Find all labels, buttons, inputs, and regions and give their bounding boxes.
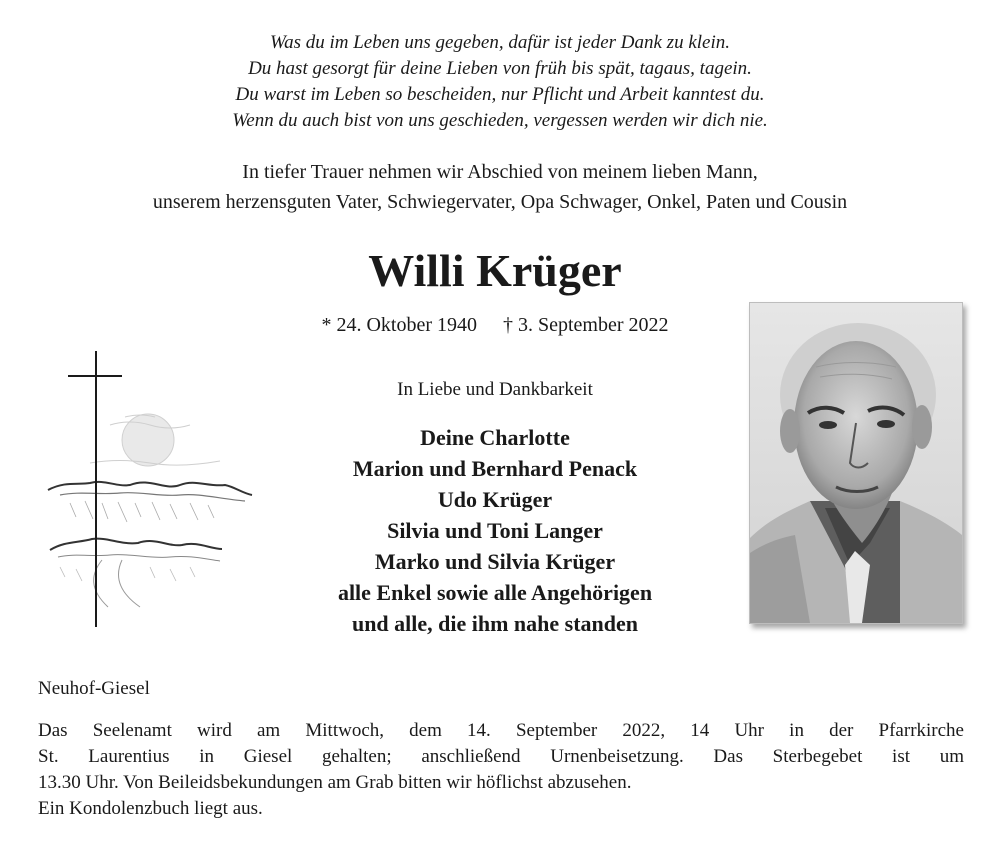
birth-date: * 24. Oktober 1940 [321,314,477,336]
mourner-line: Marion und Bernhard Penack [352,456,638,481]
poem [0,30,1000,134]
mourners-list [270,422,720,639]
service-line: Ein Kondolenzbuch liegt aus. [38,798,263,819]
farewell-intro [0,157,1000,217]
cross-landscape-illustration [30,345,260,630]
service-line: Das Seelenamt wird am Mittwoch, dem 14. September 2022, 14 Uhr in der Pfarrkirche [38,720,964,741]
portrait-photo [749,302,963,624]
poem-line: Du hast gesorgt für deine Lieben von früh bis spät, tagaus, tagein. [248,58,752,79]
poem-line: Wenn du auch bist von uns geschieden, vergessen werden wir dich nie. [232,110,768,131]
poem-line: Was du im Leben uns gegeben, dafür ist jeder Dank zu klein. [270,32,730,53]
mourner-line: alle Enkel sowie alle Angehörigen [337,580,653,605]
mourner-line: und alle, die ihm nahe standen [351,611,639,636]
mourner-line: Marko und Silvia Krüger [374,549,616,574]
service-line: 13.30 Uhr. Von Beileidsbekundungen am Grab bitten wir höflichst abzusehen. [38,772,632,793]
mourner-line: Silvia und Toni Langer [387,518,603,543]
mountain-ridge [50,539,222,550]
life-dates [270,311,720,339]
mourner-line: Deine Charlotte [420,425,570,450]
intro-line: In tiefer Trauer nehmen wir Abschied von meinem lieben Mann, [242,161,758,183]
place-name: Neuhof-Giesel [38,678,150,699]
deceased-name: Willi Krüger [368,245,622,296]
mourner-line: Udo Krüger [437,487,553,512]
service-notice [38,718,964,822]
portrait-image [750,303,962,623]
death-date: † 3. September 2022 [503,314,669,336]
path-lines [94,560,140,607]
poem-line: Du warst im Leben so bescheiden, nur Pflicht und Arbeit kanntest du. [235,84,765,105]
service-line: St. Laurentius in Giesel gehalten; anschließend Urnenbeisetzung. Das Sterbegebet ist um [38,746,964,767]
intro-line: unserem herzensguten Vater, Schwiegervater, Opa Schwager, Onkel, Paten und Cousin [152,191,848,213]
thanks-line: In Liebe und Dankbarkeit [397,379,593,400]
